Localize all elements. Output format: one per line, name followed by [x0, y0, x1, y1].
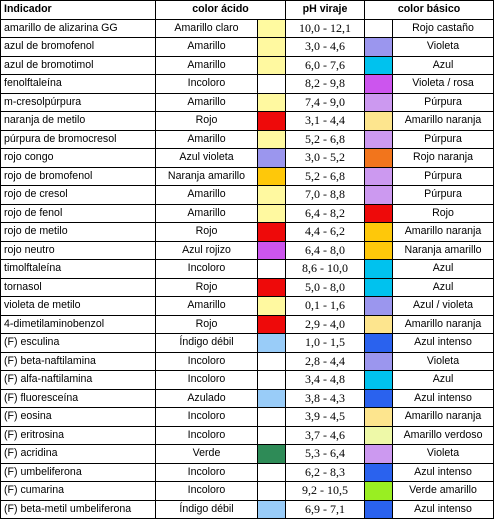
- basic-color-swatch: [365, 500, 393, 519]
- basic-color-swatch: [365, 315, 393, 334]
- indicator-name: (F) cumarina: [1, 482, 156, 501]
- table-row: [1, 204, 494, 223]
- indicator-name: azul de bromofenol: [1, 38, 156, 57]
- ph-range: 1,0 - 1,5: [286, 334, 365, 353]
- basic-color-swatch: [365, 352, 393, 371]
- acid-color-name: Amarillo: [156, 93, 258, 112]
- acid-color-swatch: [258, 334, 286, 353]
- ph-range: 6,0 - 7,6: [286, 56, 365, 75]
- acid-color-name: Rojo: [156, 278, 258, 297]
- table-row: [1, 408, 494, 427]
- indicator-name: (F) eosina: [1, 408, 156, 427]
- basic-color-name: Violeta: [393, 38, 494, 57]
- basic-color-name: Púrpura: [393, 186, 494, 205]
- table-row: [1, 334, 494, 353]
- indicator-name: rojo neutro: [1, 241, 156, 260]
- acid-color-swatch: [258, 371, 286, 390]
- acid-color-name: Azul violeta: [156, 149, 258, 168]
- acid-color-name: Incoloro: [156, 426, 258, 445]
- basic-color-name: Naranja amarillo: [393, 241, 494, 260]
- basic-color-swatch: [365, 19, 393, 38]
- acid-color-name: Índigo débil: [156, 334, 258, 353]
- acid-color-swatch: [258, 167, 286, 186]
- header-ph-range: pH viraje: [286, 1, 365, 20]
- acid-color-swatch: [258, 260, 286, 279]
- indicator-name: (F) eritrosina: [1, 426, 156, 445]
- indicator-name: (F) acridina: [1, 445, 156, 464]
- ph-range: 3,4 - 4,8: [286, 371, 365, 390]
- basic-color-swatch: [365, 408, 393, 427]
- acid-color-swatch: [258, 278, 286, 297]
- basic-color-name: Azul intenso: [393, 500, 494, 519]
- basic-color-swatch: [365, 93, 393, 112]
- header-acid-color: color ácido: [156, 1, 286, 20]
- acid-color-swatch: [258, 500, 286, 519]
- basic-color-swatch: [365, 241, 393, 260]
- ph-range: 8,2 - 9,8: [286, 75, 365, 94]
- indicator-name: (F) esculina: [1, 334, 156, 353]
- ph-range: 3,9 - 4,5: [286, 408, 365, 427]
- indicator-name: (F) beta-metil umbeliferona: [1, 500, 156, 519]
- basic-color-name: Azul intenso: [393, 389, 494, 408]
- table-row: [1, 186, 494, 205]
- table-row: [1, 352, 494, 371]
- acid-color-swatch: [258, 149, 286, 168]
- basic-color-swatch: [365, 56, 393, 75]
- acid-color-swatch: [258, 186, 286, 205]
- basic-color-name: Rojo naranja: [393, 149, 494, 168]
- indicator-name: púrpura de bromocresol: [1, 130, 156, 149]
- basic-color-name: Azul: [393, 371, 494, 390]
- table-row: [1, 241, 494, 260]
- table-row: [1, 389, 494, 408]
- indicator-name: fenolftaleína: [1, 75, 156, 94]
- table-row: [1, 38, 494, 57]
- acid-color-swatch: [258, 75, 286, 94]
- table-row: [1, 315, 494, 334]
- indicator-name: (F) beta-naftilamina: [1, 352, 156, 371]
- acid-color-name: Amarillo: [156, 204, 258, 223]
- table-row: [1, 130, 494, 149]
- acid-color-swatch: [258, 38, 286, 57]
- basic-color-name: Azul: [393, 56, 494, 75]
- ph-range: 5,0 - 8,0: [286, 278, 365, 297]
- table-row: [1, 371, 494, 390]
- basic-color-name: Amarillo naranja: [393, 223, 494, 242]
- basic-color-swatch: [365, 149, 393, 168]
- basic-color-swatch: [365, 130, 393, 149]
- basic-color-name: Amarillo verdoso: [393, 426, 494, 445]
- ph-range: 3,7 - 4,6: [286, 426, 365, 445]
- ph-range: 7,4 - 9,0: [286, 93, 365, 112]
- acid-color-name: Rojo: [156, 223, 258, 242]
- table-row: [1, 75, 494, 94]
- basic-color-name: Azul: [393, 260, 494, 279]
- basic-color-swatch: [365, 260, 393, 279]
- basic-color-swatch: [365, 223, 393, 242]
- basic-color-name: Amarillo naranja: [393, 315, 494, 334]
- indicator-name: naranja de metilo: [1, 112, 156, 131]
- basic-color-name: Violeta: [393, 352, 494, 371]
- basic-color-name: Violeta: [393, 445, 494, 464]
- acid-color-swatch: [258, 93, 286, 112]
- acid-color-swatch: [258, 445, 286, 464]
- ph-range: 5,2 - 6,8: [286, 167, 365, 186]
- acid-color-swatch: [258, 241, 286, 260]
- basic-color-swatch: [365, 204, 393, 223]
- table-row: [1, 112, 494, 131]
- acid-color-name: Incoloro: [156, 371, 258, 390]
- acid-color-name: Azulado: [156, 389, 258, 408]
- acid-color-name: Amarillo: [156, 38, 258, 57]
- table-row: [1, 260, 494, 279]
- basic-color-name: Rojo: [393, 204, 494, 223]
- basic-color-name: Amarillo naranja: [393, 112, 494, 131]
- acid-color-swatch: [258, 297, 286, 316]
- basic-color-swatch: [365, 334, 393, 353]
- acid-color-name: Incoloro: [156, 482, 258, 501]
- table-row: [1, 500, 494, 519]
- ph-range: 6,4 - 8,0: [286, 241, 365, 260]
- acid-color-swatch: [258, 204, 286, 223]
- basic-color-name: Azul / violeta: [393, 297, 494, 316]
- ph-range: 3,8 - 4,3: [286, 389, 365, 408]
- acid-color-name: Incoloro: [156, 352, 258, 371]
- indicator-name: rojo de fenol: [1, 204, 156, 223]
- ph-range: 7,0 - 8,8: [286, 186, 365, 205]
- acid-color-swatch: [258, 130, 286, 149]
- indicator-name: violeta de metilo: [1, 297, 156, 316]
- acid-color-swatch: [258, 19, 286, 38]
- acid-color-swatch: [258, 56, 286, 75]
- acid-color-swatch: [258, 482, 286, 501]
- acid-color-name: Amarillo: [156, 186, 258, 205]
- indicator-name: timolftaleína: [1, 260, 156, 279]
- acid-color-swatch: [258, 408, 286, 427]
- indicator-name: rojo de bromofenol: [1, 167, 156, 186]
- basic-color-name: Violeta / rosa: [393, 75, 494, 94]
- indicator-name: (F) fluoresceína: [1, 389, 156, 408]
- basic-color-swatch: [365, 463, 393, 482]
- acid-color-name: Rojo: [156, 112, 258, 131]
- acid-color-name: Verde: [156, 445, 258, 464]
- acid-color-swatch: [258, 352, 286, 371]
- indicator-name: rojo de metilo: [1, 223, 156, 242]
- table-body: [1, 19, 494, 519]
- acid-color-swatch: [258, 426, 286, 445]
- table-row: [1, 426, 494, 445]
- ph-range: 9,2 - 10,5: [286, 482, 365, 501]
- indicator-name: m-cresolpúrpura: [1, 93, 156, 112]
- basic-color-swatch: [365, 112, 393, 131]
- basic-color-name: Púrpura: [393, 130, 494, 149]
- ph-range: 3,0 - 4,6: [286, 38, 365, 57]
- table-row: [1, 167, 494, 186]
- acid-color-swatch: [258, 463, 286, 482]
- basic-color-swatch: [365, 445, 393, 464]
- basic-color-name: Rojo castaño: [393, 19, 494, 38]
- indicator-name: rojo de cresol: [1, 186, 156, 205]
- basic-color-swatch: [365, 297, 393, 316]
- ph-range: 8,6 - 10,0: [286, 260, 365, 279]
- header-basic-color: color básico: [365, 1, 494, 20]
- ph-range: 6,9 - 7,1: [286, 500, 365, 519]
- basic-color-swatch: [365, 186, 393, 205]
- basic-color-swatch: [365, 371, 393, 390]
- table-row: [1, 463, 494, 482]
- ph-range: 0,1 - 1,6: [286, 297, 365, 316]
- acid-color-name: Incoloro: [156, 408, 258, 427]
- indicator-name: tornasol: [1, 278, 156, 297]
- basic-color-swatch: [365, 278, 393, 297]
- header-indicator: Indicador: [1, 1, 156, 20]
- acid-color-swatch: [258, 389, 286, 408]
- basic-color-name: Púrpura: [393, 167, 494, 186]
- basic-color-name: Azul intenso: [393, 334, 494, 353]
- basic-color-swatch: [365, 38, 393, 57]
- basic-color-swatch: [365, 167, 393, 186]
- table-row: [1, 149, 494, 168]
- basic-color-name: Amarillo naranja: [393, 408, 494, 427]
- ph-range: 6,2 - 8,3: [286, 463, 365, 482]
- ph-range: 5,2 - 6,8: [286, 130, 365, 149]
- table-row: [1, 19, 494, 38]
- acid-color-name: Incoloro: [156, 463, 258, 482]
- acid-color-name: Amarillo: [156, 297, 258, 316]
- basic-color-swatch: [365, 426, 393, 445]
- ph-range: 5,3 - 6,4: [286, 445, 365, 464]
- table-row: [1, 482, 494, 501]
- basic-color-name: Verde amarillo: [393, 482, 494, 501]
- acid-color-name: Amarillo claro: [156, 19, 258, 38]
- basic-color-swatch: [365, 75, 393, 94]
- acid-color-name: Azul rojizo: [156, 241, 258, 260]
- acid-color-name: Incoloro: [156, 260, 258, 279]
- table-row: [1, 445, 494, 464]
- table-row: [1, 223, 494, 242]
- acid-color-name: Naranja amarillo: [156, 167, 258, 186]
- ph-range: 2,8 - 4,4: [286, 352, 365, 371]
- indicator-name: amarillo de alizarina GG: [1, 19, 156, 38]
- acid-color-swatch: [258, 223, 286, 242]
- table-row: [1, 278, 494, 297]
- ph-range: 3,0 - 5,2: [286, 149, 365, 168]
- table-row: [1, 297, 494, 316]
- basic-color-name: Púrpura: [393, 93, 494, 112]
- basic-color-name: Azul intenso: [393, 463, 494, 482]
- acid-color-name: Índigo débil: [156, 500, 258, 519]
- ph-range: 10,0 - 12,1: [286, 19, 365, 38]
- ph-range: 3,1 - 4,4: [286, 112, 365, 131]
- basic-color-swatch: [365, 389, 393, 408]
- acid-color-name: Incoloro: [156, 75, 258, 94]
- acid-color-name: Rojo: [156, 315, 258, 334]
- indicator-name: rojo congo: [1, 149, 156, 168]
- ph-range: 6,4 - 8,2: [286, 204, 365, 223]
- acid-color-name: Amarillo: [156, 130, 258, 149]
- ph-range: 4,4 - 6,2: [286, 223, 365, 242]
- indicator-name: 4-dimetilaminobenzol: [1, 315, 156, 334]
- table-row: [1, 93, 494, 112]
- indicator-name: (F) alfa-naftilamina: [1, 371, 156, 390]
- table-row: [1, 56, 494, 75]
- acid-color-name: Amarillo: [156, 56, 258, 75]
- acid-color-swatch: [258, 112, 286, 131]
- header-row: [1, 1, 494, 20]
- basic-color-name: Azul: [393, 278, 494, 297]
- acid-color-swatch: [258, 315, 286, 334]
- indicator-name: azul de bromotimol: [1, 56, 156, 75]
- ph-range: 2,9 - 4,0: [286, 315, 365, 334]
- basic-color-swatch: [365, 482, 393, 501]
- indicator-name: (F) umbeliferona: [1, 463, 156, 482]
